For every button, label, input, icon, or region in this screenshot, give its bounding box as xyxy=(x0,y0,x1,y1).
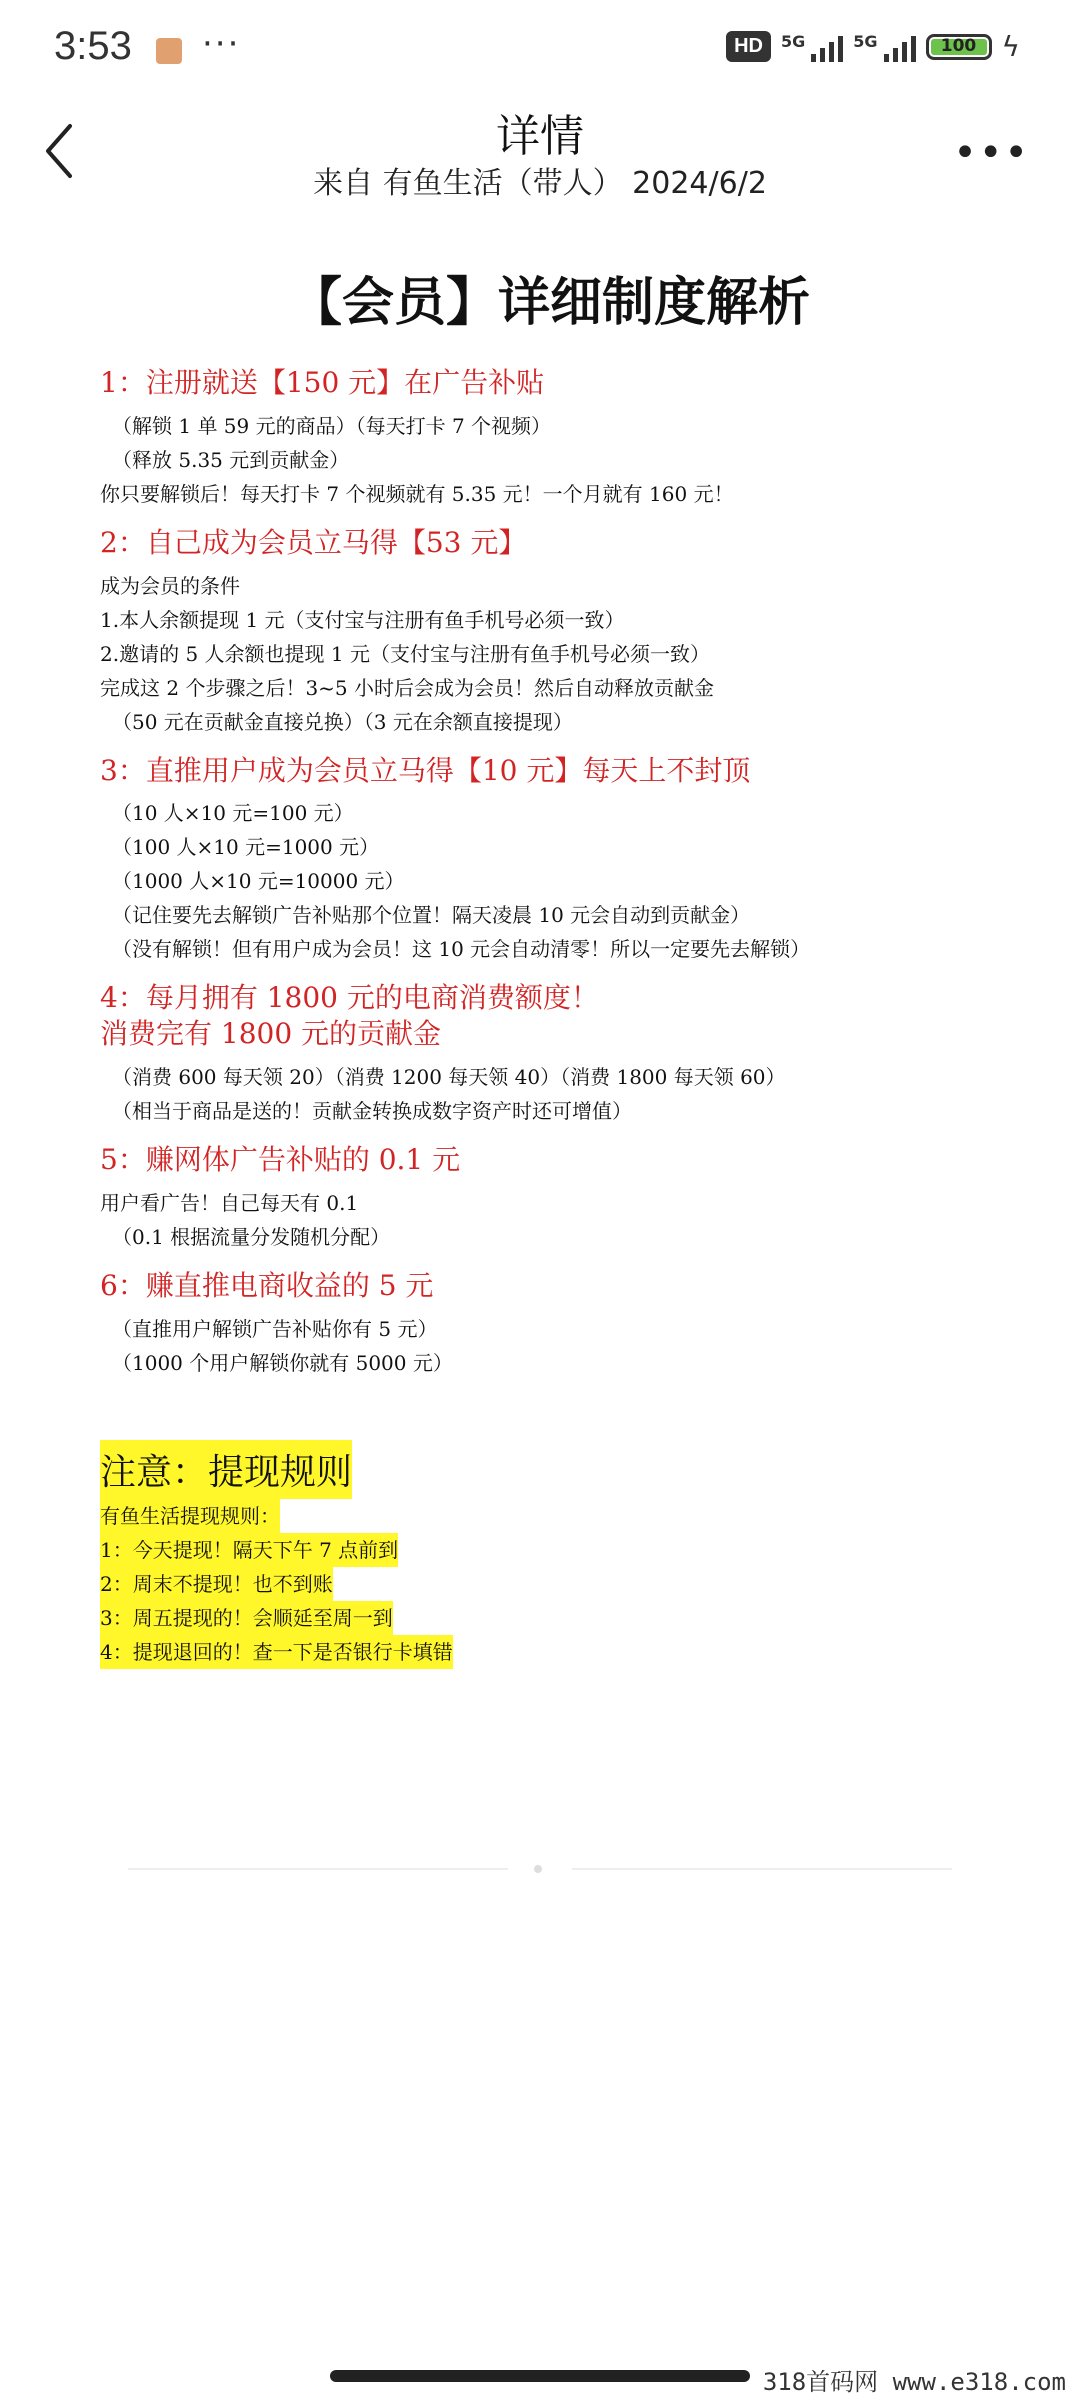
battery-icon xyxy=(926,34,992,60)
hd-voice-icon: HD xyxy=(726,31,771,62)
section-heading: 3：直推用户成为会员立马得【10 元】每天上不封顶 xyxy=(100,753,751,787)
section-line: （没有解锁！但有用户成为会员！这 10 元会自动清零！所以一定要先去解锁） xyxy=(112,937,811,962)
section-line: （释放 5.35 元到贡献金） xyxy=(112,447,350,472)
section-heading: 2：自己成为会员立马得【53 元】 xyxy=(100,525,527,559)
section-line: （0.1 根据流量分发随机分配） xyxy=(112,1224,391,1249)
battery-level: 100 xyxy=(931,39,987,55)
more-menu-icon[interactable]: ••• xyxy=(953,130,1030,176)
section-line: （相当于商品是送的！贡献金转换成数字资产时还可增值） xyxy=(112,1099,632,1124)
notice-line: 4：提现退回的！查一下是否银行卡填错 xyxy=(100,1635,453,1669)
signal-icon xyxy=(781,32,843,62)
section-line: （1000 个用户解锁你就有 5000 元） xyxy=(112,1350,453,1375)
section-line: （50 元在贡献金直接兑换）（3 元在余额直接提现） xyxy=(112,709,573,734)
home-indicator[interactable] xyxy=(330,2370,750,2382)
section-line: 用户看广告！自己每天有 0.1 xyxy=(100,1190,359,1215)
status-indicators xyxy=(726,30,1020,63)
notice-line: 1：今天提现！隔天下午 7 点前到 xyxy=(100,1533,398,1567)
section-line: （解锁 1 单 59 元的商品）（每天打卡 7 个视频） xyxy=(112,413,552,438)
page-subtitle: 来自 有鱼生活（带人） 2024/6/2 xyxy=(313,166,767,201)
section-line: 成为会员的条件 xyxy=(100,573,240,598)
signal-icon-2 xyxy=(853,32,915,62)
section-line: （10 人×10 元=100 元） xyxy=(112,801,354,826)
page-title: 详情 xyxy=(496,111,584,162)
section-heading xyxy=(100,980,1000,1052)
section-line: 2.邀请的 5 人余额也提现 1 元（支付宝与注册有鱼手机号必须一致） xyxy=(100,641,710,666)
content-end-divider xyxy=(128,1868,952,1870)
notice-line: 有鱼生活提现规则： xyxy=(100,1499,280,1533)
watermark-text: 318首码网 www.e318.com xyxy=(762,2368,1066,2396)
status-bar xyxy=(0,0,1080,96)
withdrawal-notice xyxy=(100,1440,1000,1669)
notice-title: 注意：提现规则 xyxy=(100,1440,352,1499)
section-line: 1.本人余额提现 1 元（支付宝与注册有鱼手机号必须一致） xyxy=(100,607,625,632)
article-title: 【会员】详细制度解析 xyxy=(289,273,810,333)
section-heading: 1：注册就送【150 元】在广告补贴 xyxy=(100,366,545,399)
signal-label: 5G xyxy=(780,31,806,51)
section-heading-line: 4：每月拥有 1800 元的电商消费额度！ xyxy=(100,981,599,1015)
section-line: （消费 600 每天领 20）（消费 1200 每天领 40）（消费 1800 每天领 60） xyxy=(112,1065,786,1090)
app-notification-icon xyxy=(156,38,182,64)
section-heading: 6：赚直推电商收益的 5 元 xyxy=(100,1268,434,1302)
section-line: 你只要解锁后！每天打卡 7 个视频就有 5.35 元！一个月就有 160 元！ xyxy=(100,481,734,506)
more-notifications-icon: ··· xyxy=(202,24,241,64)
article-content xyxy=(100,260,1000,1669)
notice-line: 3：周五提现的！会顺延至周一到 xyxy=(100,1601,393,1635)
section-line: （直推用户解锁广告补贴你有 5 元） xyxy=(112,1316,438,1341)
section-line: （100 人×10 元=1000 元） xyxy=(112,835,380,860)
section-line: （记住要先去解锁广告补贴那个位置！隔天凌晨 10 元会自动到贡献金） xyxy=(112,903,751,928)
section-line: （1000 人×10 元=10000 元） xyxy=(112,869,405,894)
charging-icon: ϟ xyxy=(1001,30,1020,63)
section-heading: 5：赚网体广告补贴的 0.1 元 xyxy=(100,1143,461,1177)
nav-bar xyxy=(0,96,1080,206)
section-heading-line: 消费完有 1800 元的贡献金 xyxy=(100,1017,442,1051)
notice-line: 2：周末不提现！也不到账 xyxy=(100,1567,333,1601)
section-line: 完成这 2 个步骤之后！3~5 小时后会成为会员！然后自动释放贡献金 xyxy=(100,675,715,700)
status-time: 3:53 xyxy=(54,24,132,68)
signal-label-2: 5G xyxy=(853,31,878,51)
